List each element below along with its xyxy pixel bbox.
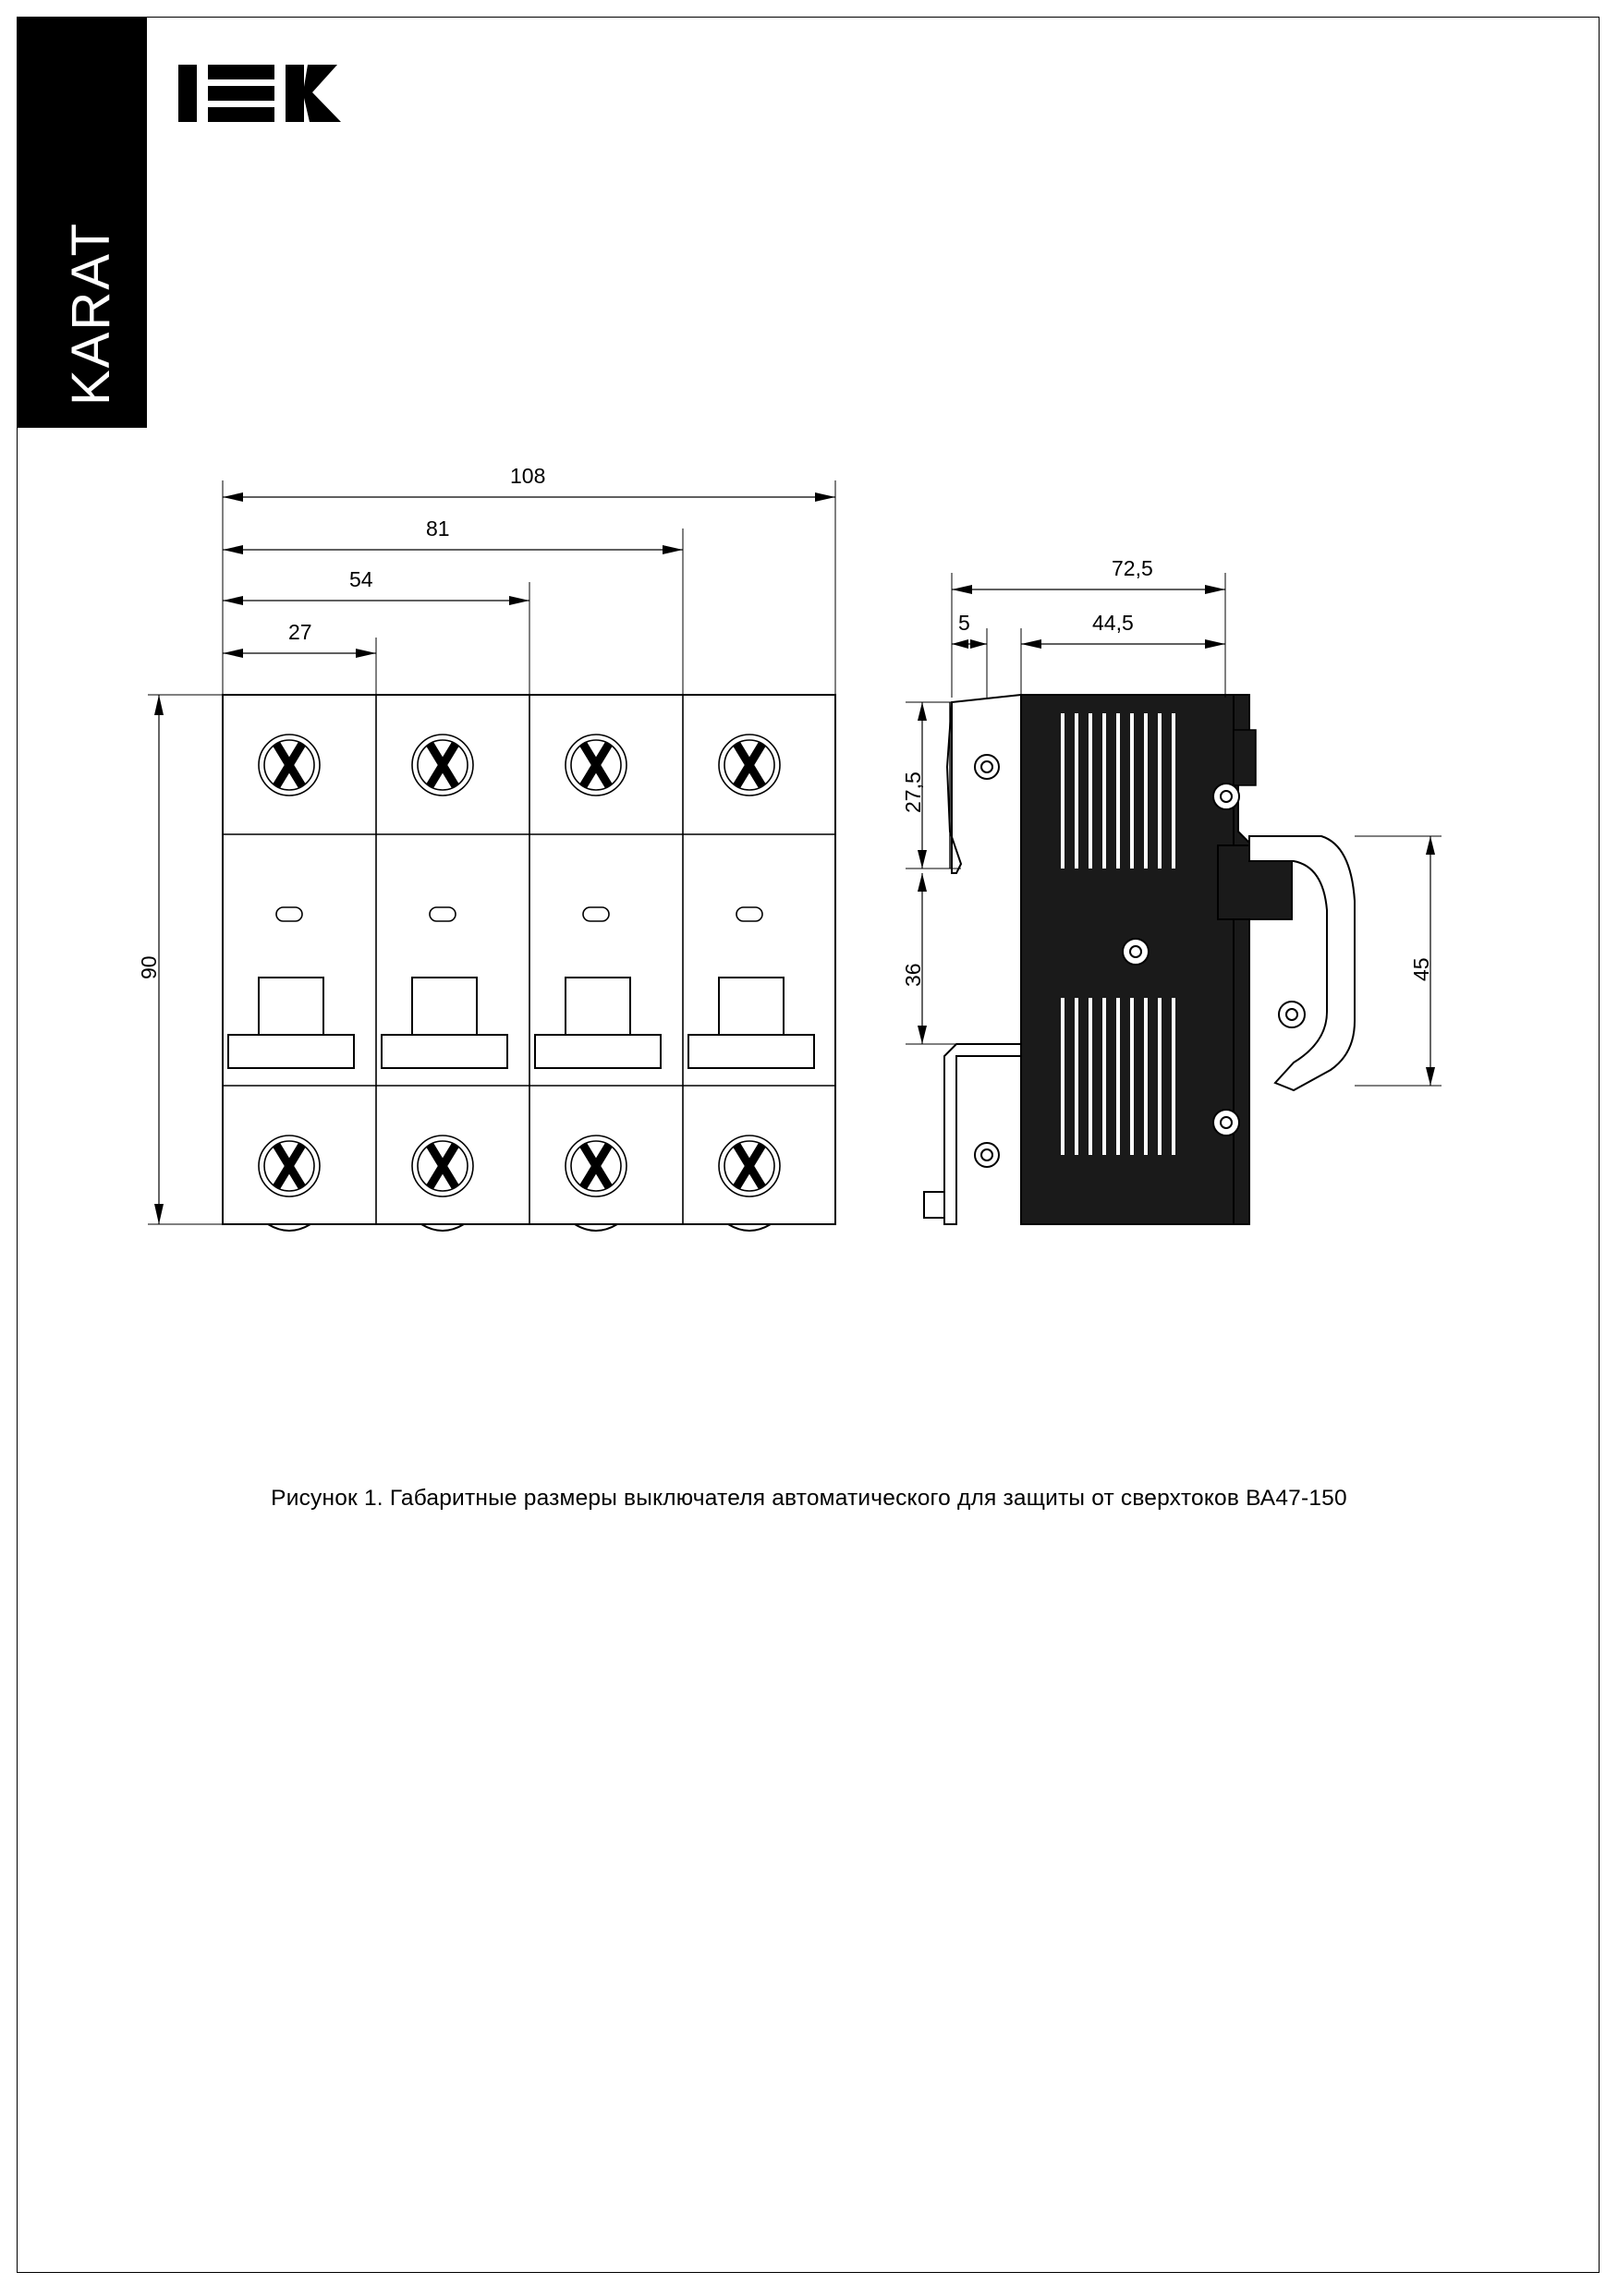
karat-label: KARAT	[61, 221, 121, 406]
dimension-label-54: 54	[349, 567, 373, 591]
dimension-label-27: 27	[288, 620, 312, 644]
karat-side-tab	[18, 18, 147, 428]
dimension-label-81: 81	[426, 516, 450, 541]
dimension-label-5: 5	[958, 611, 970, 635]
dimension-label-725: 72,5	[1112, 556, 1153, 580]
figure-caption: Рисунок 1. Габаритные размеры выключателя автоматического для защиты от сверхтоков ВА47-150	[271, 1486, 1347, 1511]
dimension-label-45: 45	[1409, 957, 1433, 981]
dimension-label-275: 27,5	[901, 771, 925, 813]
dimension-label-36: 36	[901, 963, 925, 987]
dimension-label-445: 44,5	[1092, 611, 1134, 635]
dimension-label-90: 90	[137, 955, 161, 979]
page-border	[17, 17, 1600, 2273]
dimension-label-108: 108	[510, 464, 546, 488]
iek-logo	[178, 57, 363, 140]
